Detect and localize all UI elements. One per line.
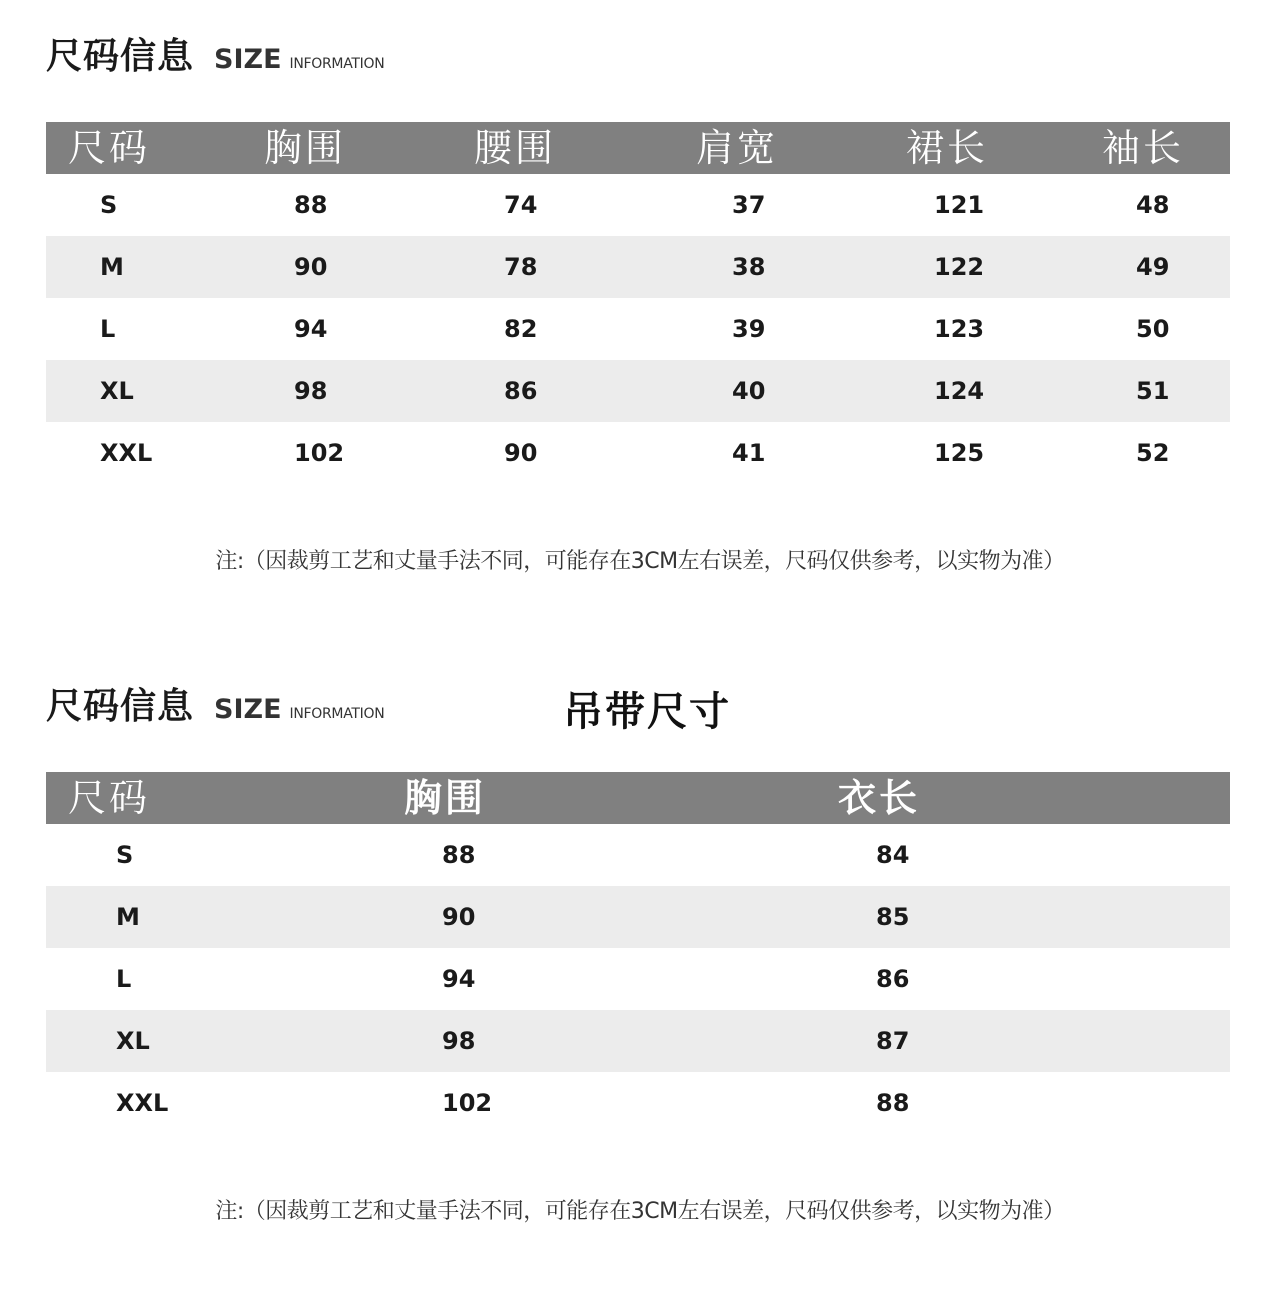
cell-size: M	[46, 886, 396, 948]
cell-sleeve-length: 52	[1136, 439, 1170, 467]
header-waist: 腰围	[456, 122, 676, 174]
heading-cn: 尺码信息	[46, 36, 195, 77]
heading-cn: 尺码信息	[46, 686, 195, 727]
cell-bust: 90	[396, 886, 826, 948]
header-size: 尺码	[46, 772, 396, 824]
header-shoulder: 肩宽	[676, 122, 886, 174]
cell-garment-length: 87	[826, 1010, 1230, 1072]
cell-size: S	[116, 841, 134, 869]
cell-bust: 94	[442, 965, 476, 993]
cell-size: S	[100, 191, 118, 219]
table-row	[46, 422, 1230, 484]
table-row	[46, 948, 1230, 1010]
header-skirt-length: 裙长	[886, 122, 1096, 174]
cell-waist: 78	[456, 236, 676, 298]
table-row	[46, 174, 1230, 236]
header-bust: 胸围	[396, 772, 826, 824]
size-table-dress	[46, 122, 1230, 484]
header-sleeve-length: 袖长	[1096, 122, 1230, 174]
cell-bust: 90	[246, 236, 456, 298]
size-section-dress	[0, 0, 1280, 640]
section-heading	[46, 28, 384, 79]
heading-en: SIZE	[214, 44, 282, 75]
cell-size: XXL	[116, 1089, 169, 1117]
camisole-subtitle: 吊带尺寸	[563, 689, 731, 735]
cell-size: L	[116, 965, 132, 993]
measurement-note: 注:（因裁剪工艺和丈量手法不同，可能存在3CM左右误差，尺码仅供参考，以实物为准）	[215, 1199, 1065, 1224]
table-row	[46, 360, 1230, 422]
cell-bust: 102	[294, 439, 345, 467]
size-section-camisole	[0, 650, 1280, 1301]
cell-size: XXL	[100, 439, 153, 467]
cell-waist: 82	[504, 315, 538, 343]
measurement-note: 注:（因裁剪工艺和丈量手法不同，可能存在3CM左右误差，尺码仅供参考，以实物为准）	[215, 549, 1065, 574]
table-row	[46, 886, 1230, 948]
table-row	[46, 1072, 1230, 1134]
cell-sleeve-length: 49	[1096, 236, 1230, 298]
cell-bust: 102	[442, 1089, 493, 1117]
cell-sleeve-length: 48	[1136, 191, 1170, 219]
size-table-camisole	[46, 772, 1230, 1134]
table-row	[46, 1010, 1230, 1072]
section-heading	[46, 678, 384, 729]
cell-bust: 88	[442, 841, 476, 869]
heading-en: SIZE	[214, 694, 282, 725]
cell-skirt-length: 122	[886, 236, 1096, 298]
cell-skirt-length: 125	[934, 439, 985, 467]
cell-garment-length: 86	[876, 965, 910, 993]
cell-sleeve-length: 50	[1136, 315, 1170, 343]
cell-waist: 74	[504, 191, 538, 219]
cell-bust: 98	[396, 1010, 826, 1072]
cell-shoulder: 40	[676, 360, 886, 422]
cell-skirt-length: 124	[886, 360, 1096, 422]
header-garment-length: 衣长	[826, 772, 1230, 824]
table-row	[46, 236, 1230, 298]
cell-shoulder: 41	[732, 439, 766, 467]
cell-waist: 86	[456, 360, 676, 422]
cell-shoulder: 39	[732, 315, 766, 343]
cell-size: L	[100, 315, 116, 343]
header-bust: 胸围	[246, 122, 456, 174]
cell-shoulder: 37	[732, 191, 766, 219]
cell-skirt-length: 123	[934, 315, 985, 343]
cell-shoulder: 38	[676, 236, 886, 298]
cell-garment-length: 88	[876, 1089, 910, 1117]
cell-bust: 88	[294, 191, 328, 219]
cell-skirt-length: 121	[934, 191, 985, 219]
cell-garment-length: 85	[826, 886, 1230, 948]
cell-bust: 98	[246, 360, 456, 422]
table-header-row	[46, 772, 1230, 824]
cell-size: M	[46, 236, 246, 298]
table-header-row	[46, 122, 1230, 174]
cell-size: XL	[46, 360, 246, 422]
cell-size: XL	[46, 1010, 396, 1072]
cell-garment-length: 84	[876, 841, 910, 869]
header-size: 尺码	[46, 122, 246, 174]
cell-bust: 94	[294, 315, 328, 343]
table-row	[46, 298, 1230, 360]
cell-waist: 90	[504, 439, 538, 467]
cell-sleeve-length: 51	[1096, 360, 1230, 422]
heading-en-small: INFORMATION	[289, 56, 385, 72]
heading-en-small: INFORMATION	[289, 706, 385, 722]
table-row	[46, 824, 1230, 886]
